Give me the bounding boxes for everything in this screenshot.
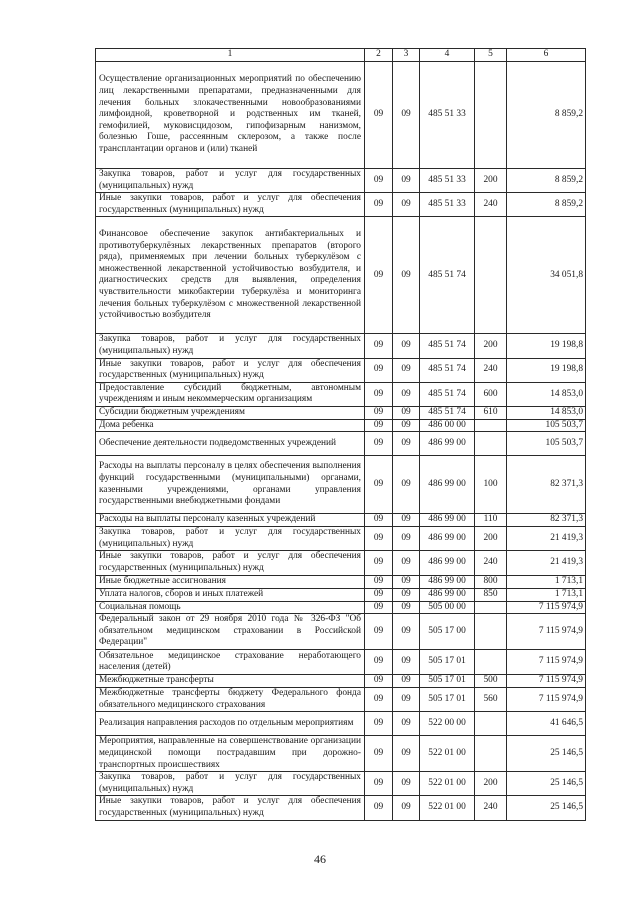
row-target-article: 522 01 00 [420, 796, 475, 820]
row-amount: 7 115 974,9 [507, 675, 586, 688]
row-expense-type: 600 [475, 382, 507, 406]
row-subsection: 09 [393, 601, 420, 614]
table-row [96, 601, 586, 614]
row-expense-type: 560 [475, 688, 507, 712]
row-section: 09 [365, 169, 393, 193]
row-target-article: 486 99 00 [420, 551, 475, 575]
row-amount: 21 419,3 [507, 551, 586, 575]
row-section: 09 [365, 712, 393, 736]
table-row [96, 432, 586, 456]
row-name: Иные бюджетные ассигнования [96, 575, 365, 588]
row-subsection: 09 [393, 514, 420, 527]
row-section: 09 [365, 382, 393, 406]
row-target-article: 486 00 00 [420, 419, 475, 432]
row-subsection: 09 [393, 169, 420, 193]
table-row [96, 575, 586, 588]
row-subsection: 09 [393, 650, 420, 675]
row-amount: 19 198,8 [507, 334, 586, 358]
table-row [96, 551, 586, 575]
row-amount: 105 503,7 [507, 432, 586, 456]
row-subsection: 09 [393, 419, 420, 432]
row-target-article: 505 17 01 [420, 675, 475, 688]
row-section: 09 [365, 601, 393, 614]
header-col-section: 2 [365, 49, 393, 62]
row-name: Расходы на выплаты персоналу казенных учреждений [96, 514, 365, 527]
row-section: 09 [365, 688, 393, 712]
row-expense-type [475, 62, 507, 169]
table-row [96, 382, 586, 406]
row-name: Межбюджетные трансферты бюджету Федерального фонда обязательного медицинского страхования [96, 688, 365, 712]
row-expense-type: 100 [475, 456, 507, 514]
row-target-article: 485 51 33 [420, 193, 475, 217]
row-subsection: 09 [393, 688, 420, 712]
row-name: Иные закупки товаров, работ и услуг для обеспечения государственных (муниципальных) нужд [96, 551, 365, 575]
row-target-article: 505 17 00 [420, 614, 475, 650]
row-target-article: 486 99 00 [420, 432, 475, 456]
row-expense-type: 850 [475, 588, 507, 601]
row-name: Закупка товаров, работ и услуг для государственных (муниципальных) нужд [96, 169, 365, 193]
row-target-article: 505 00 00 [420, 601, 475, 614]
row-target-article: 485 51 74 [420, 358, 475, 382]
row-amount: 7 115 974,9 [507, 688, 586, 712]
row-amount: 41 646,5 [507, 712, 586, 736]
table-row [96, 419, 586, 432]
row-amount: 25 146,5 [507, 736, 586, 772]
row-expense-type: 200 [475, 772, 507, 796]
row-subsection: 09 [393, 62, 420, 169]
row-amount: 7 115 974,9 [507, 614, 586, 650]
row-subsection: 09 [393, 334, 420, 358]
row-target-article: 486 99 00 [420, 575, 475, 588]
row-amount: 8 859,2 [507, 62, 586, 169]
row-section: 09 [365, 193, 393, 217]
row-expense-type: 240 [475, 551, 507, 575]
row-target-article: 485 51 33 [420, 169, 475, 193]
table-row [96, 527, 586, 551]
table-row [96, 736, 586, 772]
row-target-article: 485 51 74 [420, 382, 475, 406]
row-target-article: 485 51 74 [420, 406, 475, 419]
row-section: 09 [365, 419, 393, 432]
row-name: Иные закупки товаров, работ и услуг для обеспечения государственных (муниципальных) нужд [96, 193, 365, 217]
row-expense-type: 500 [475, 675, 507, 688]
row-name: Финансовое обеспечение закупок антибактериальных и противотуберкулёзных лекарственных препаратов (второго ряда), применяемых при лечении больных туберкулёзом с множественной лекарственной устойчивостью возбудителя, и диагностических средств для выявления, определения чувствительности микобактерии туберкулёза и мониторинга лечения больных туберкулёзом с множественной лекарственной устойчивостью возбудителя [96, 217, 365, 334]
table-row [96, 169, 586, 193]
row-subsection: 09 [393, 736, 420, 772]
row-name: Иные закупки товаров, работ и услуг для обеспечения государственных (муниципальных) нужд [96, 796, 365, 820]
row-target-article: 486 99 00 [420, 456, 475, 514]
table-row [96, 614, 586, 650]
row-subsection: 09 [393, 712, 420, 736]
row-section: 09 [365, 334, 393, 358]
row-amount: 19 198,8 [507, 358, 586, 382]
row-name: Обязательное медицинское страхование неработающего населения (детей) [96, 650, 365, 675]
header-col-target-article: 4 [420, 49, 475, 62]
row-name: Межбюджетные трансферты [96, 675, 365, 688]
row-expense-type [475, 601, 507, 614]
row-name: Уплата налогов, сборов и иных платежей [96, 588, 365, 601]
row-expense-type: 240 [475, 193, 507, 217]
row-subsection: 09 [393, 358, 420, 382]
table-row [96, 456, 586, 514]
row-amount: 105 503,7 [507, 419, 586, 432]
row-subsection: 09 [393, 432, 420, 456]
row-expense-type: 110 [475, 514, 507, 527]
row-amount: 7 115 974,9 [507, 601, 586, 614]
row-section: 09 [365, 406, 393, 419]
row-name: Закупка товаров, работ и услуг для государственных (муниципальных) нужд [96, 527, 365, 551]
row-expense-type [475, 419, 507, 432]
row-amount: 34 051,8 [507, 217, 586, 334]
table-row [96, 688, 586, 712]
row-expense-type: 610 [475, 406, 507, 419]
row-section: 09 [365, 614, 393, 650]
row-expense-type: 200 [475, 169, 507, 193]
row-expense-type [475, 650, 507, 675]
row-amount: 25 146,5 [507, 796, 586, 820]
row-expense-type: 200 [475, 527, 507, 551]
row-expense-type [475, 712, 507, 736]
row-section: 09 [365, 675, 393, 688]
row-name: Закупка товаров, работ и услуг для государственных (муниципальных) нужд [96, 772, 365, 796]
row-name: Федеральный закон от 29 ноября 2010 года № 326-ФЗ "Об обязательном медицинском страховании в Российской Федерации" [96, 614, 365, 650]
row-expense-type [475, 614, 507, 650]
row-target-article: 522 00 00 [420, 712, 475, 736]
header-col-expense-type: 5 [475, 49, 507, 62]
budget-table [95, 48, 586, 821]
row-subsection: 09 [393, 456, 420, 514]
row-section: 09 [365, 796, 393, 820]
page-number: 46 [314, 852, 326, 866]
row-amount: 7 115 974,9 [507, 650, 586, 675]
row-amount: 25 146,5 [507, 772, 586, 796]
row-name: Реализация направления расходов по отдельным мероприятиям [96, 712, 365, 736]
table-row [96, 588, 586, 601]
row-expense-type [475, 217, 507, 334]
row-name: Социальная помощь [96, 601, 365, 614]
row-target-article: 486 99 00 [420, 527, 475, 551]
row-amount: 1 713,1 [507, 588, 586, 601]
header-col-subsection: 3 [393, 49, 420, 62]
table-row [96, 675, 586, 688]
row-subsection: 09 [393, 675, 420, 688]
row-section: 09 [365, 217, 393, 334]
table-row [96, 514, 586, 527]
header-col-name: 1 [96, 49, 365, 62]
row-section: 09 [365, 575, 393, 588]
row-name: Мероприятия, направленные на совершенствование организации медицинской помощи пострадавшим при дорожно-транспортных происшествиях [96, 736, 365, 772]
table-row [96, 796, 586, 820]
row-section: 09 [365, 551, 393, 575]
row-target-article: 505 17 01 [420, 688, 475, 712]
row-expense-type: 240 [475, 358, 507, 382]
table-row [96, 650, 586, 675]
table-row [96, 334, 586, 358]
table-row [96, 772, 586, 796]
row-target-article: 505 17 01 [420, 650, 475, 675]
row-name: Субсидии бюджетным учреждениям [96, 406, 365, 419]
row-expense-type: 800 [475, 575, 507, 588]
row-target-article: 485 51 74 [420, 217, 475, 334]
row-target-article: 486 99 00 [420, 514, 475, 527]
row-name: Иные закупки товаров, работ и услуг для обеспечения государственных (муниципальных) нужд [96, 358, 365, 382]
row-section: 09 [365, 62, 393, 169]
table-row [96, 406, 586, 419]
row-target-article: 522 01 00 [420, 772, 475, 796]
row-name: Обеспечение деятельности подведомственных учреждений [96, 432, 365, 456]
row-subsection: 09 [393, 614, 420, 650]
row-subsection: 09 [393, 772, 420, 796]
row-subsection: 09 [393, 406, 420, 419]
header-col-amount: 6 [507, 49, 586, 62]
row-name: Предоставление субсидий бюджетным, автономным учреждениям и иным некоммерческим организациям [96, 382, 365, 406]
row-subsection: 09 [393, 575, 420, 588]
row-subsection: 09 [393, 527, 420, 551]
row-section: 09 [365, 358, 393, 382]
row-name: Закупка товаров, работ и услуг для государственных (муниципальных) нужд [96, 334, 365, 358]
row-section: 09 [365, 736, 393, 772]
table-row [96, 712, 586, 736]
table-row [96, 358, 586, 382]
row-subsection: 09 [393, 217, 420, 334]
row-expense-type [475, 736, 507, 772]
row-section: 09 [365, 456, 393, 514]
table-row [96, 193, 586, 217]
row-section: 09 [365, 588, 393, 601]
row-target-article: 485 51 33 [420, 62, 475, 169]
row-subsection: 09 [393, 193, 420, 217]
table-header-row [96, 49, 586, 62]
row-amount: 14 853,0 [507, 382, 586, 406]
row-subsection: 09 [393, 796, 420, 820]
row-amount: 14 853,0 [507, 406, 586, 419]
row-target-article: 522 01 00 [420, 736, 475, 772]
row-amount: 21 419,3 [507, 527, 586, 551]
table-row [96, 62, 586, 169]
row-amount: 8 859,2 [507, 169, 586, 193]
row-expense-type: 240 [475, 796, 507, 820]
table-row [96, 217, 586, 334]
row-section: 09 [365, 527, 393, 551]
row-target-article: 486 99 00 [420, 588, 475, 601]
row-section: 09 [365, 772, 393, 796]
row-expense-type [475, 432, 507, 456]
row-expense-type: 200 [475, 334, 507, 358]
row-target-article: 485 51 74 [420, 334, 475, 358]
row-subsection: 09 [393, 551, 420, 575]
row-subsection: 09 [393, 588, 420, 601]
row-name: Расходы на выплаты персоналу в целях обеспечения выполнения функций государственными (муниципальными) органами, казенными учреждениями, органами управления государственными внебюджетными фондами [96, 456, 365, 514]
row-section: 09 [365, 432, 393, 456]
row-name: Осуществление организационных мероприятий по обеспечению лиц лекарственными препаратами, предназначенными для лечения больных злокачественными новообразованиями лимфоидной, кроветворной и родственных им тканей, гемофилией, муковисцидозом, гипофизарным нанизмом, болезнью Гоше, рассеянным склерозом, а также после трансплантации органов и (или) тканей [96, 62, 365, 169]
row-amount: 82 371,3 [507, 514, 586, 527]
row-amount: 8 859,2 [507, 193, 586, 217]
row-subsection: 09 [393, 382, 420, 406]
row-amount: 1 713,1 [507, 575, 586, 588]
row-amount: 82 371,3 [507, 456, 586, 514]
row-name: Дома ребенка [96, 419, 365, 432]
row-section: 09 [365, 650, 393, 675]
row-section: 09 [365, 514, 393, 527]
